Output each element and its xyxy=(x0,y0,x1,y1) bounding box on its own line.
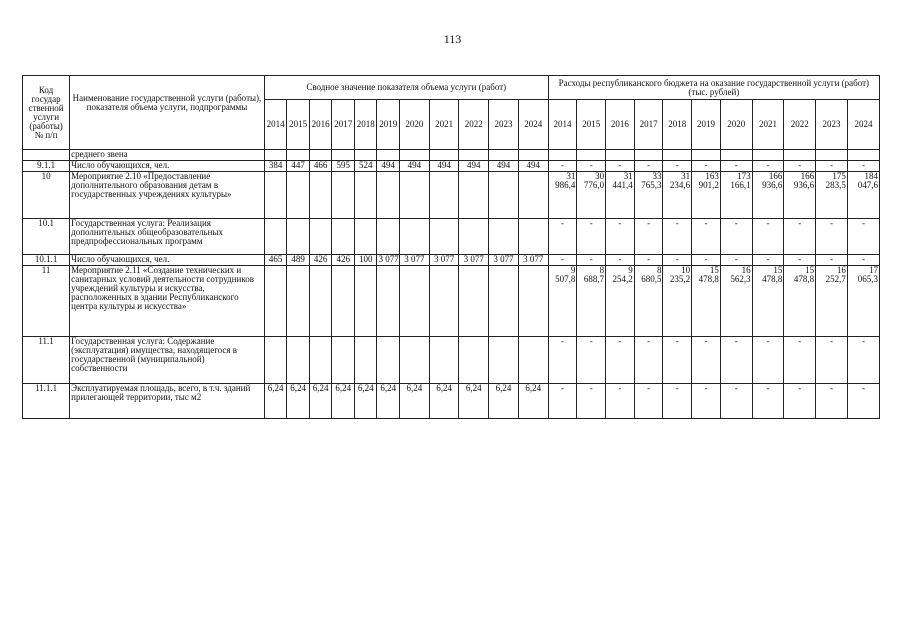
expense-cell: 9 507,8 xyxy=(548,266,577,337)
table-row xyxy=(23,384,880,419)
volume-cell xyxy=(489,266,519,337)
volume-cell xyxy=(264,337,287,384)
volume-cell: 100 xyxy=(354,255,377,266)
expense-cell: - xyxy=(784,255,816,266)
expense-cell: - xyxy=(606,161,635,172)
volume-year-header: 2020 xyxy=(400,100,430,150)
volume-cell xyxy=(429,266,459,337)
expense-cell: - xyxy=(816,337,848,384)
volume-cell xyxy=(429,219,459,255)
volume-cell xyxy=(354,219,377,255)
volume-cell xyxy=(400,219,430,255)
expense-cell xyxy=(816,150,848,161)
table-row xyxy=(23,337,880,384)
header-volume-group: Сводное значение показателя объема услуги (работ) xyxy=(264,76,548,100)
volume-cell: 489 xyxy=(287,255,310,266)
volume-cell xyxy=(309,266,332,337)
row-name: среднего звена xyxy=(70,150,265,161)
page-number: 113 xyxy=(443,32,462,46)
expense-cell xyxy=(548,150,577,161)
row-name: Число обучающихся, чел. xyxy=(70,161,265,172)
volume-cell: 524 xyxy=(354,161,377,172)
volume-year-header: 2022 xyxy=(459,100,489,150)
expense-cell: - xyxy=(634,337,663,384)
table-row xyxy=(23,219,880,255)
expense-cell: 15 478,8 xyxy=(692,266,721,337)
volume-cell xyxy=(377,150,400,161)
expense-cell: - xyxy=(577,219,606,255)
expense-year-header: 2019 xyxy=(692,100,721,150)
volume-year-header: 2023 xyxy=(489,100,519,150)
table-row xyxy=(23,161,880,172)
volume-cell: 6,24 xyxy=(309,384,332,419)
volume-cell: 494 xyxy=(489,161,519,172)
volume-cell xyxy=(309,150,332,161)
expense-year-header: 2014 xyxy=(548,100,577,150)
expense-cell: - xyxy=(606,337,635,384)
volume-cell xyxy=(287,219,310,255)
volume-cell xyxy=(332,219,355,255)
expense-cell: - xyxy=(847,161,879,172)
volume-cell xyxy=(332,172,355,219)
expense-cell: 15 478,8 xyxy=(752,266,784,337)
volume-cell: 6,24 xyxy=(489,384,519,419)
volume-cell: 3 077 xyxy=(518,255,548,266)
expense-cell: - xyxy=(847,384,879,419)
expense-cell xyxy=(720,150,752,161)
expense-cell: - xyxy=(720,337,752,384)
volume-cell: 466 xyxy=(309,161,332,172)
expense-cell: 31 234,6 xyxy=(663,172,692,219)
volume-cell xyxy=(400,266,430,337)
expense-cell: 9 254,2 xyxy=(606,266,635,337)
expense-cell: - xyxy=(577,384,606,419)
volume-cell xyxy=(332,266,355,337)
expense-year-header: 2015 xyxy=(577,100,606,150)
expense-cell: - xyxy=(784,161,816,172)
expense-cell: - xyxy=(634,255,663,266)
expense-cell xyxy=(663,150,692,161)
expense-cell: - xyxy=(720,384,752,419)
volume-cell xyxy=(459,219,489,255)
volume-year-header: 2021 xyxy=(429,100,459,150)
volume-cell: 494 xyxy=(429,161,459,172)
volume-cell xyxy=(354,150,377,161)
expense-cell: - xyxy=(577,255,606,266)
expense-cell: - xyxy=(692,255,721,266)
volume-cell xyxy=(264,172,287,219)
expense-year-header: 2023 xyxy=(816,100,848,150)
expense-year-header: 2016 xyxy=(606,100,635,150)
volume-cell: 6,24 xyxy=(332,384,355,419)
expense-cell: - xyxy=(784,384,816,419)
volume-cell xyxy=(332,150,355,161)
expense-cell: - xyxy=(634,219,663,255)
table-row xyxy=(23,172,880,219)
volume-cell: 3 077 xyxy=(429,255,459,266)
volume-cell xyxy=(489,172,519,219)
volume-cell: 3 077 xyxy=(400,255,430,266)
expense-year-header: 2024 xyxy=(847,100,879,150)
volume-year-header: 2017 xyxy=(332,100,355,150)
volume-cell xyxy=(518,172,548,219)
volume-cell xyxy=(264,266,287,337)
expense-cell: 30 776,0 xyxy=(577,172,606,219)
volume-cell: 384 xyxy=(264,161,287,172)
volume-cell: 6,24 xyxy=(400,384,430,419)
volume-cell xyxy=(489,219,519,255)
volume-cell xyxy=(518,150,548,161)
volume-cell xyxy=(459,266,489,337)
row-code: 9.1.1 xyxy=(23,161,70,172)
volume-cell xyxy=(400,172,430,219)
volume-cell xyxy=(287,266,310,337)
expense-cell: - xyxy=(692,384,721,419)
table-row xyxy=(23,255,880,266)
expense-cell xyxy=(692,150,721,161)
volume-cell: 6,24 xyxy=(264,384,287,419)
expense-cell: - xyxy=(847,219,879,255)
expense-cell: 166 936,6 xyxy=(784,172,816,219)
expense-cell: 8 680,5 xyxy=(634,266,663,337)
volume-year-header: 2016 xyxy=(309,100,332,150)
expense-cell: - xyxy=(752,384,784,419)
row-code xyxy=(23,150,70,161)
row-name: Эксплуатируемая площадь, всего, в т.ч. зданий прилегающей территории, тыс м2 xyxy=(70,384,265,419)
row-code: 11.1 xyxy=(23,337,70,384)
volume-cell xyxy=(518,219,548,255)
volume-cell xyxy=(429,150,459,161)
expense-cell: - xyxy=(752,219,784,255)
header-code: Код государ ственной услуги (работы) № п/п xyxy=(23,76,70,150)
expense-cell: - xyxy=(692,219,721,255)
row-code: 10.1.1 xyxy=(23,255,70,266)
volume-year-header: 2015 xyxy=(287,100,310,150)
expense-cell: 16 252,7 xyxy=(816,266,848,337)
expense-cell: 15 478,8 xyxy=(784,266,816,337)
row-name: Мероприятие 2.11 «Создание технических и санитарных условий деятельности сотрудников учреждений культуры и искусства, расположенных в здании Республиканского центра культуры и искусства» xyxy=(70,266,265,337)
volume-cell: 3 077 xyxy=(489,255,519,266)
volume-cell xyxy=(377,337,400,384)
volume-cell: 447 xyxy=(287,161,310,172)
volume-cell xyxy=(518,337,548,384)
volume-cell xyxy=(518,266,548,337)
expense-cell xyxy=(634,150,663,161)
volume-cell: 426 xyxy=(309,255,332,266)
expense-cell: - xyxy=(606,255,635,266)
volume-cell: 494 xyxy=(518,161,548,172)
volume-cell: 3 077 xyxy=(459,255,489,266)
expense-cell: - xyxy=(663,255,692,266)
volume-cell: 494 xyxy=(459,161,489,172)
expense-cell: 166 936,6 xyxy=(752,172,784,219)
expense-cell: - xyxy=(548,384,577,419)
volume-cell xyxy=(459,172,489,219)
expense-cell: - xyxy=(847,255,879,266)
expense-cell: - xyxy=(548,337,577,384)
expense-cell: - xyxy=(816,161,848,172)
volume-cell: 6,24 xyxy=(377,384,400,419)
row-code: 11 xyxy=(23,266,70,337)
volume-cell xyxy=(287,337,310,384)
expense-cell: - xyxy=(548,219,577,255)
expense-cell: - xyxy=(577,337,606,384)
expense-cell: - xyxy=(752,337,784,384)
volume-cell xyxy=(264,219,287,255)
expense-year-header: 2018 xyxy=(663,100,692,150)
expense-cell: - xyxy=(720,255,752,266)
expense-cell: 16 562,3 xyxy=(720,266,752,337)
expense-cell: 184 047,6 xyxy=(847,172,879,219)
expense-cell xyxy=(606,150,635,161)
volume-cell xyxy=(309,219,332,255)
expense-cell: - xyxy=(634,161,663,172)
volume-cell: 494 xyxy=(377,161,400,172)
expense-cell: - xyxy=(720,161,752,172)
expense-cell: - xyxy=(634,384,663,419)
volume-cell xyxy=(489,150,519,161)
row-code: 11.1.1 xyxy=(23,384,70,419)
expense-cell: - xyxy=(663,161,692,172)
expense-cell: 31 441,4 xyxy=(606,172,635,219)
volume-cell xyxy=(287,150,310,161)
expense-cell: - xyxy=(663,219,692,255)
expense-cell: - xyxy=(577,161,606,172)
volume-year-header: 2014 xyxy=(264,100,287,150)
row-name: Мероприятие 2.10 «Предоставление дополнительного образования детам в государственных учреждениях культуры» xyxy=(70,172,265,219)
expense-cell xyxy=(784,150,816,161)
volume-cell xyxy=(429,172,459,219)
expense-cell: - xyxy=(663,337,692,384)
expense-cell: - xyxy=(548,161,577,172)
expense-cell: 8 688,7 xyxy=(577,266,606,337)
expense-cell xyxy=(847,150,879,161)
header-name: Наименование государственной услуги (работы), показателя объема услуги, подпрограммы xyxy=(70,76,265,150)
expense-cell: - xyxy=(752,255,784,266)
expense-cell xyxy=(577,150,606,161)
expense-cell: - xyxy=(606,219,635,255)
volume-cell xyxy=(459,337,489,384)
expense-cell: - xyxy=(692,337,721,384)
expense-cell: 31 986,4 xyxy=(548,172,577,219)
volume-cell: 494 xyxy=(400,161,430,172)
table-row xyxy=(23,266,880,337)
expense-cell: 33 765,3 xyxy=(634,172,663,219)
row-code: 10.1 xyxy=(23,219,70,255)
volume-cell: 6,24 xyxy=(459,384,489,419)
volume-cell xyxy=(377,172,400,219)
expense-cell: - xyxy=(548,255,577,266)
volume-cell: 6,24 xyxy=(518,384,548,419)
volume-cell xyxy=(332,337,355,384)
expense-year-header: 2022 xyxy=(784,100,816,150)
expense-cell: - xyxy=(692,161,721,172)
row-name: Государственная услуга: Содержание (эксплуатация) имущества, находящегося в государственной (муниципальной) собственности xyxy=(70,337,265,384)
volume-cell xyxy=(264,150,287,161)
volume-cell xyxy=(377,219,400,255)
expense-cell: - xyxy=(784,219,816,255)
expense-cell: - xyxy=(816,384,848,419)
expense-table xyxy=(22,75,880,419)
expense-cell: - xyxy=(816,219,848,255)
expense-cell: 17 065,3 xyxy=(847,266,879,337)
expense-cell: 163 901,2 xyxy=(692,172,721,219)
volume-cell xyxy=(489,337,519,384)
volume-cell xyxy=(459,150,489,161)
volume-cell xyxy=(400,337,430,384)
expense-cell: 10 235,2 xyxy=(663,266,692,337)
volume-year-header: 2018 xyxy=(354,100,377,150)
expense-cell: - xyxy=(720,219,752,255)
volume-cell: 6,24 xyxy=(287,384,310,419)
expense-cell: 173 166,1 xyxy=(720,172,752,219)
expense-cell: - xyxy=(847,337,879,384)
volume-cell xyxy=(354,337,377,384)
volume-cell xyxy=(400,150,430,161)
volume-year-header: 2019 xyxy=(377,100,400,150)
volume-cell xyxy=(429,337,459,384)
volume-year-header: 2024 xyxy=(518,100,548,150)
volume-cell xyxy=(309,337,332,384)
volume-cell: 3 077 xyxy=(378,254,399,264)
volume-cell: 465 xyxy=(264,255,287,266)
expense-year-header: 2020 xyxy=(720,100,752,150)
row-name: Число обучающихся, чел. xyxy=(70,255,265,266)
expense-year-header: 2021 xyxy=(752,100,784,150)
expense-cell: - xyxy=(784,337,816,384)
volume-cell xyxy=(377,266,400,337)
volume-cell: 426 xyxy=(332,255,355,266)
volume-cell: 595 xyxy=(332,161,355,172)
volume-cell xyxy=(354,172,377,219)
volume-cell: 6,24 xyxy=(429,384,459,419)
row-name: Государственная услуга: Реализация дополнительных общеобразовательных предпрофессиональных программ xyxy=(70,219,265,255)
expense-cell: - xyxy=(816,255,848,266)
expense-cell: - xyxy=(606,384,635,419)
expense-cell: - xyxy=(752,161,784,172)
expense-cell: 175 283,5 xyxy=(816,172,848,219)
volume-cell xyxy=(354,266,377,337)
volume-cell xyxy=(309,172,332,219)
expense-year-header: 2017 xyxy=(634,100,663,150)
expense-cell: - xyxy=(663,384,692,419)
table-row xyxy=(23,150,880,161)
volume-cell: 6,24 xyxy=(354,384,377,419)
row-code: 10 xyxy=(23,172,70,219)
expense-cell xyxy=(752,150,784,161)
volume-cell xyxy=(287,172,310,219)
header-expense-group: Расходы республиканского бюджета на оказание государственной услуги (работ) (тыс. рублей) xyxy=(548,76,879,100)
